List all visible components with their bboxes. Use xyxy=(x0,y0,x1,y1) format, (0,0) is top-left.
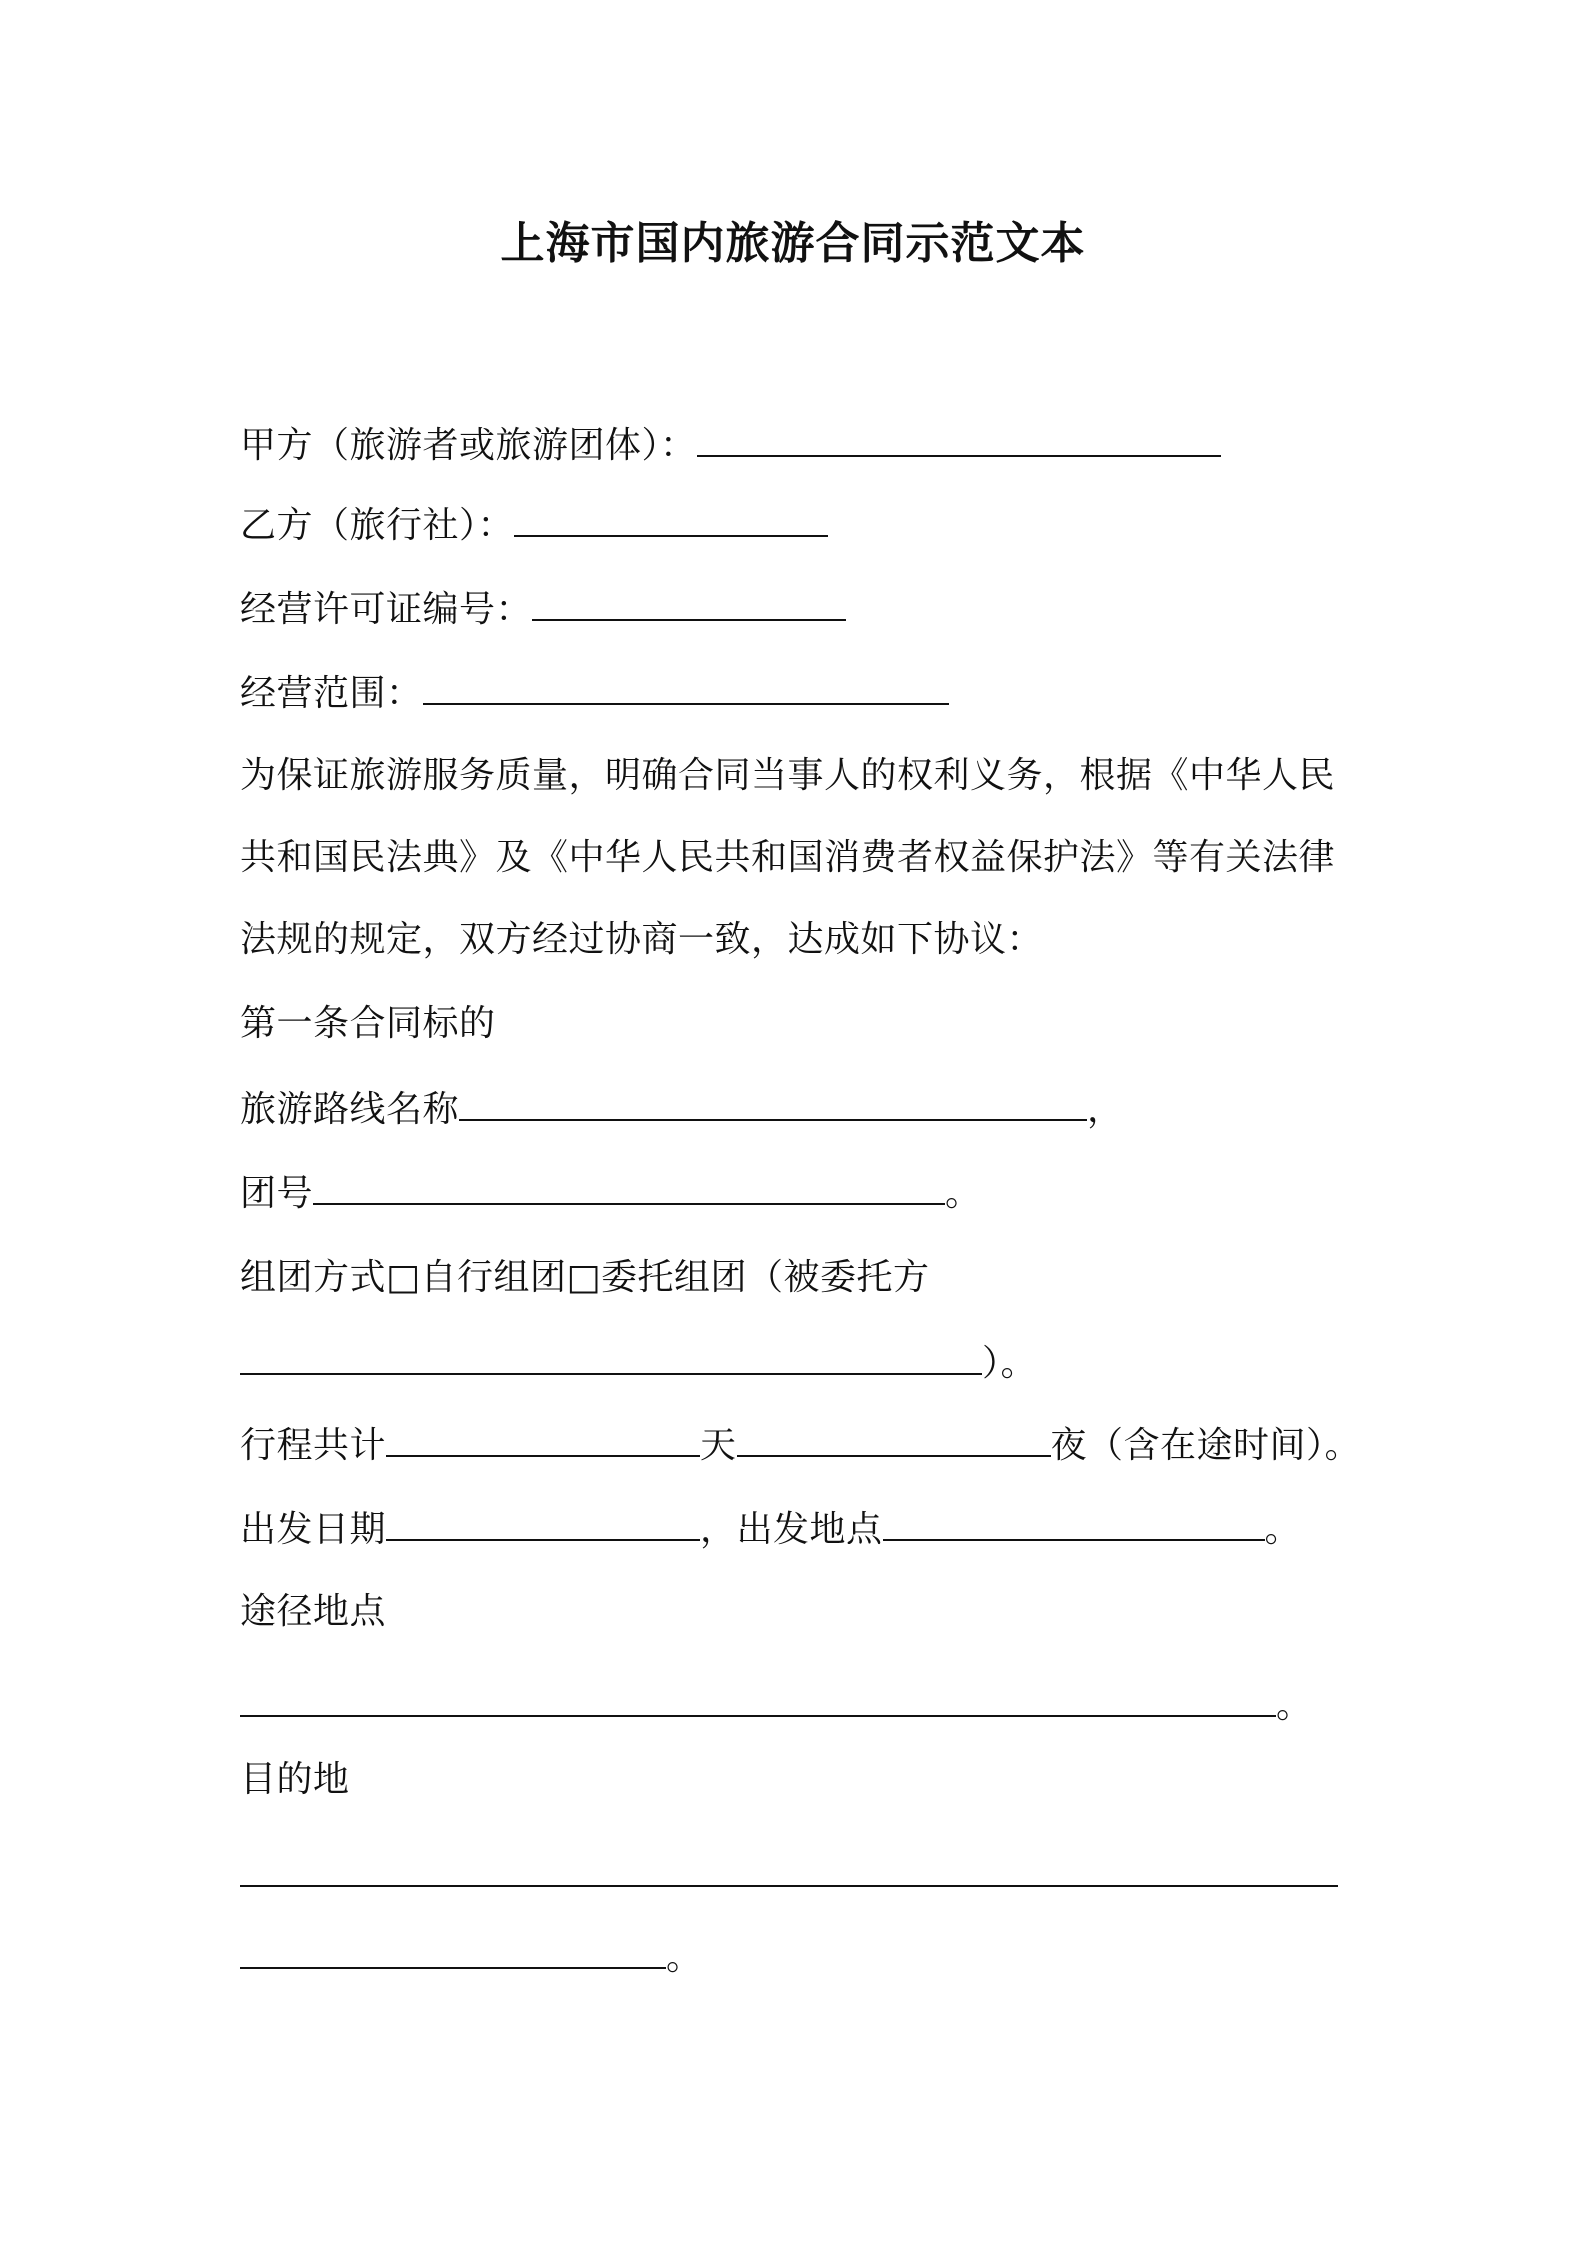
itinerary-label: 行程共计 xyxy=(240,1425,387,1466)
entrusted-line xyxy=(240,1338,1037,1390)
party-b-label: 乙方（旅行社）： xyxy=(240,505,515,546)
entrusted-tail: ）。 xyxy=(982,1343,1038,1384)
depart-place-label: ，出发地点 xyxy=(700,1509,883,1550)
preamble-line-2: 共和国民法典》及《中华人民共和国消费者权益保护法》等有关法律 xyxy=(240,837,1336,878)
group-method-line: 组团方式□自行组团□委托组团（被委托方 xyxy=(240,1257,930,1298)
license-blank[interactable] xyxy=(532,585,846,621)
route-line xyxy=(240,1084,1124,1136)
departure-line xyxy=(240,1504,1301,1556)
preamble-line-1: 为保证旅游服务质量，明确合同当事人的权利义务，根据《中华人民 xyxy=(240,755,1336,796)
party-a-blank[interactable] xyxy=(697,421,1221,457)
group-no-blank[interactable] xyxy=(313,1169,945,1205)
days-label: 天 xyxy=(700,1425,737,1466)
depart-tail: 。 xyxy=(1264,1509,1302,1550)
document-title: 上海市国内旅游合同示范文本 xyxy=(500,218,1086,269)
party-a-label: 甲方（旅游者或旅游团体）： xyxy=(240,425,697,466)
route-tail: ， xyxy=(1087,1089,1124,1130)
scope-label: 经营范围： xyxy=(240,673,423,714)
preamble-line-3: 法规的规定，双方经过协商一致，达成如下协议： xyxy=(240,919,1044,960)
party-a-line xyxy=(240,420,1221,472)
party-b-line xyxy=(240,500,828,552)
destination-line-1 xyxy=(240,1850,1338,1902)
days-blank[interactable] xyxy=(386,1421,700,1457)
destination-blank-1[interactable] xyxy=(240,1851,1338,1887)
party-b-blank[interactable] xyxy=(514,501,828,537)
group-no-line xyxy=(240,1168,982,1220)
route-blank[interactable] xyxy=(459,1085,1087,1121)
license-line xyxy=(240,584,846,636)
group-no-tail: 。 xyxy=(945,1173,982,1214)
entrusted-party-blank[interactable] xyxy=(240,1339,982,1375)
license-label: 经营许可证编号： xyxy=(240,589,533,630)
itinerary-line xyxy=(240,1420,1361,1472)
scope-line xyxy=(240,668,949,720)
destination-blank-2[interactable] xyxy=(240,1933,666,1969)
article-1-heading: 第一条合同标的 xyxy=(240,1003,496,1044)
depart-place-blank[interactable] xyxy=(883,1505,1265,1541)
destination-heading: 目的地 xyxy=(240,1759,350,1800)
via-line xyxy=(240,1680,1313,1732)
depart-date-label: 出发日期 xyxy=(240,1509,387,1550)
nights-blank[interactable] xyxy=(737,1421,1051,1457)
destination-tail: 。 xyxy=(666,1937,703,1978)
route-label: 旅游路线名称 xyxy=(240,1089,460,1130)
nights-label: 夜（含在途时间）。 xyxy=(1050,1425,1362,1466)
destination-line-2 xyxy=(240,1932,703,1984)
via-blank[interactable] xyxy=(240,1681,1276,1717)
scope-blank[interactable] xyxy=(423,669,949,705)
group-no-label: 团号 xyxy=(240,1173,314,1214)
via-heading: 途径地点 xyxy=(240,1591,387,1632)
depart-date-blank[interactable] xyxy=(386,1505,700,1541)
via-tail: 。 xyxy=(1276,1685,1313,1726)
